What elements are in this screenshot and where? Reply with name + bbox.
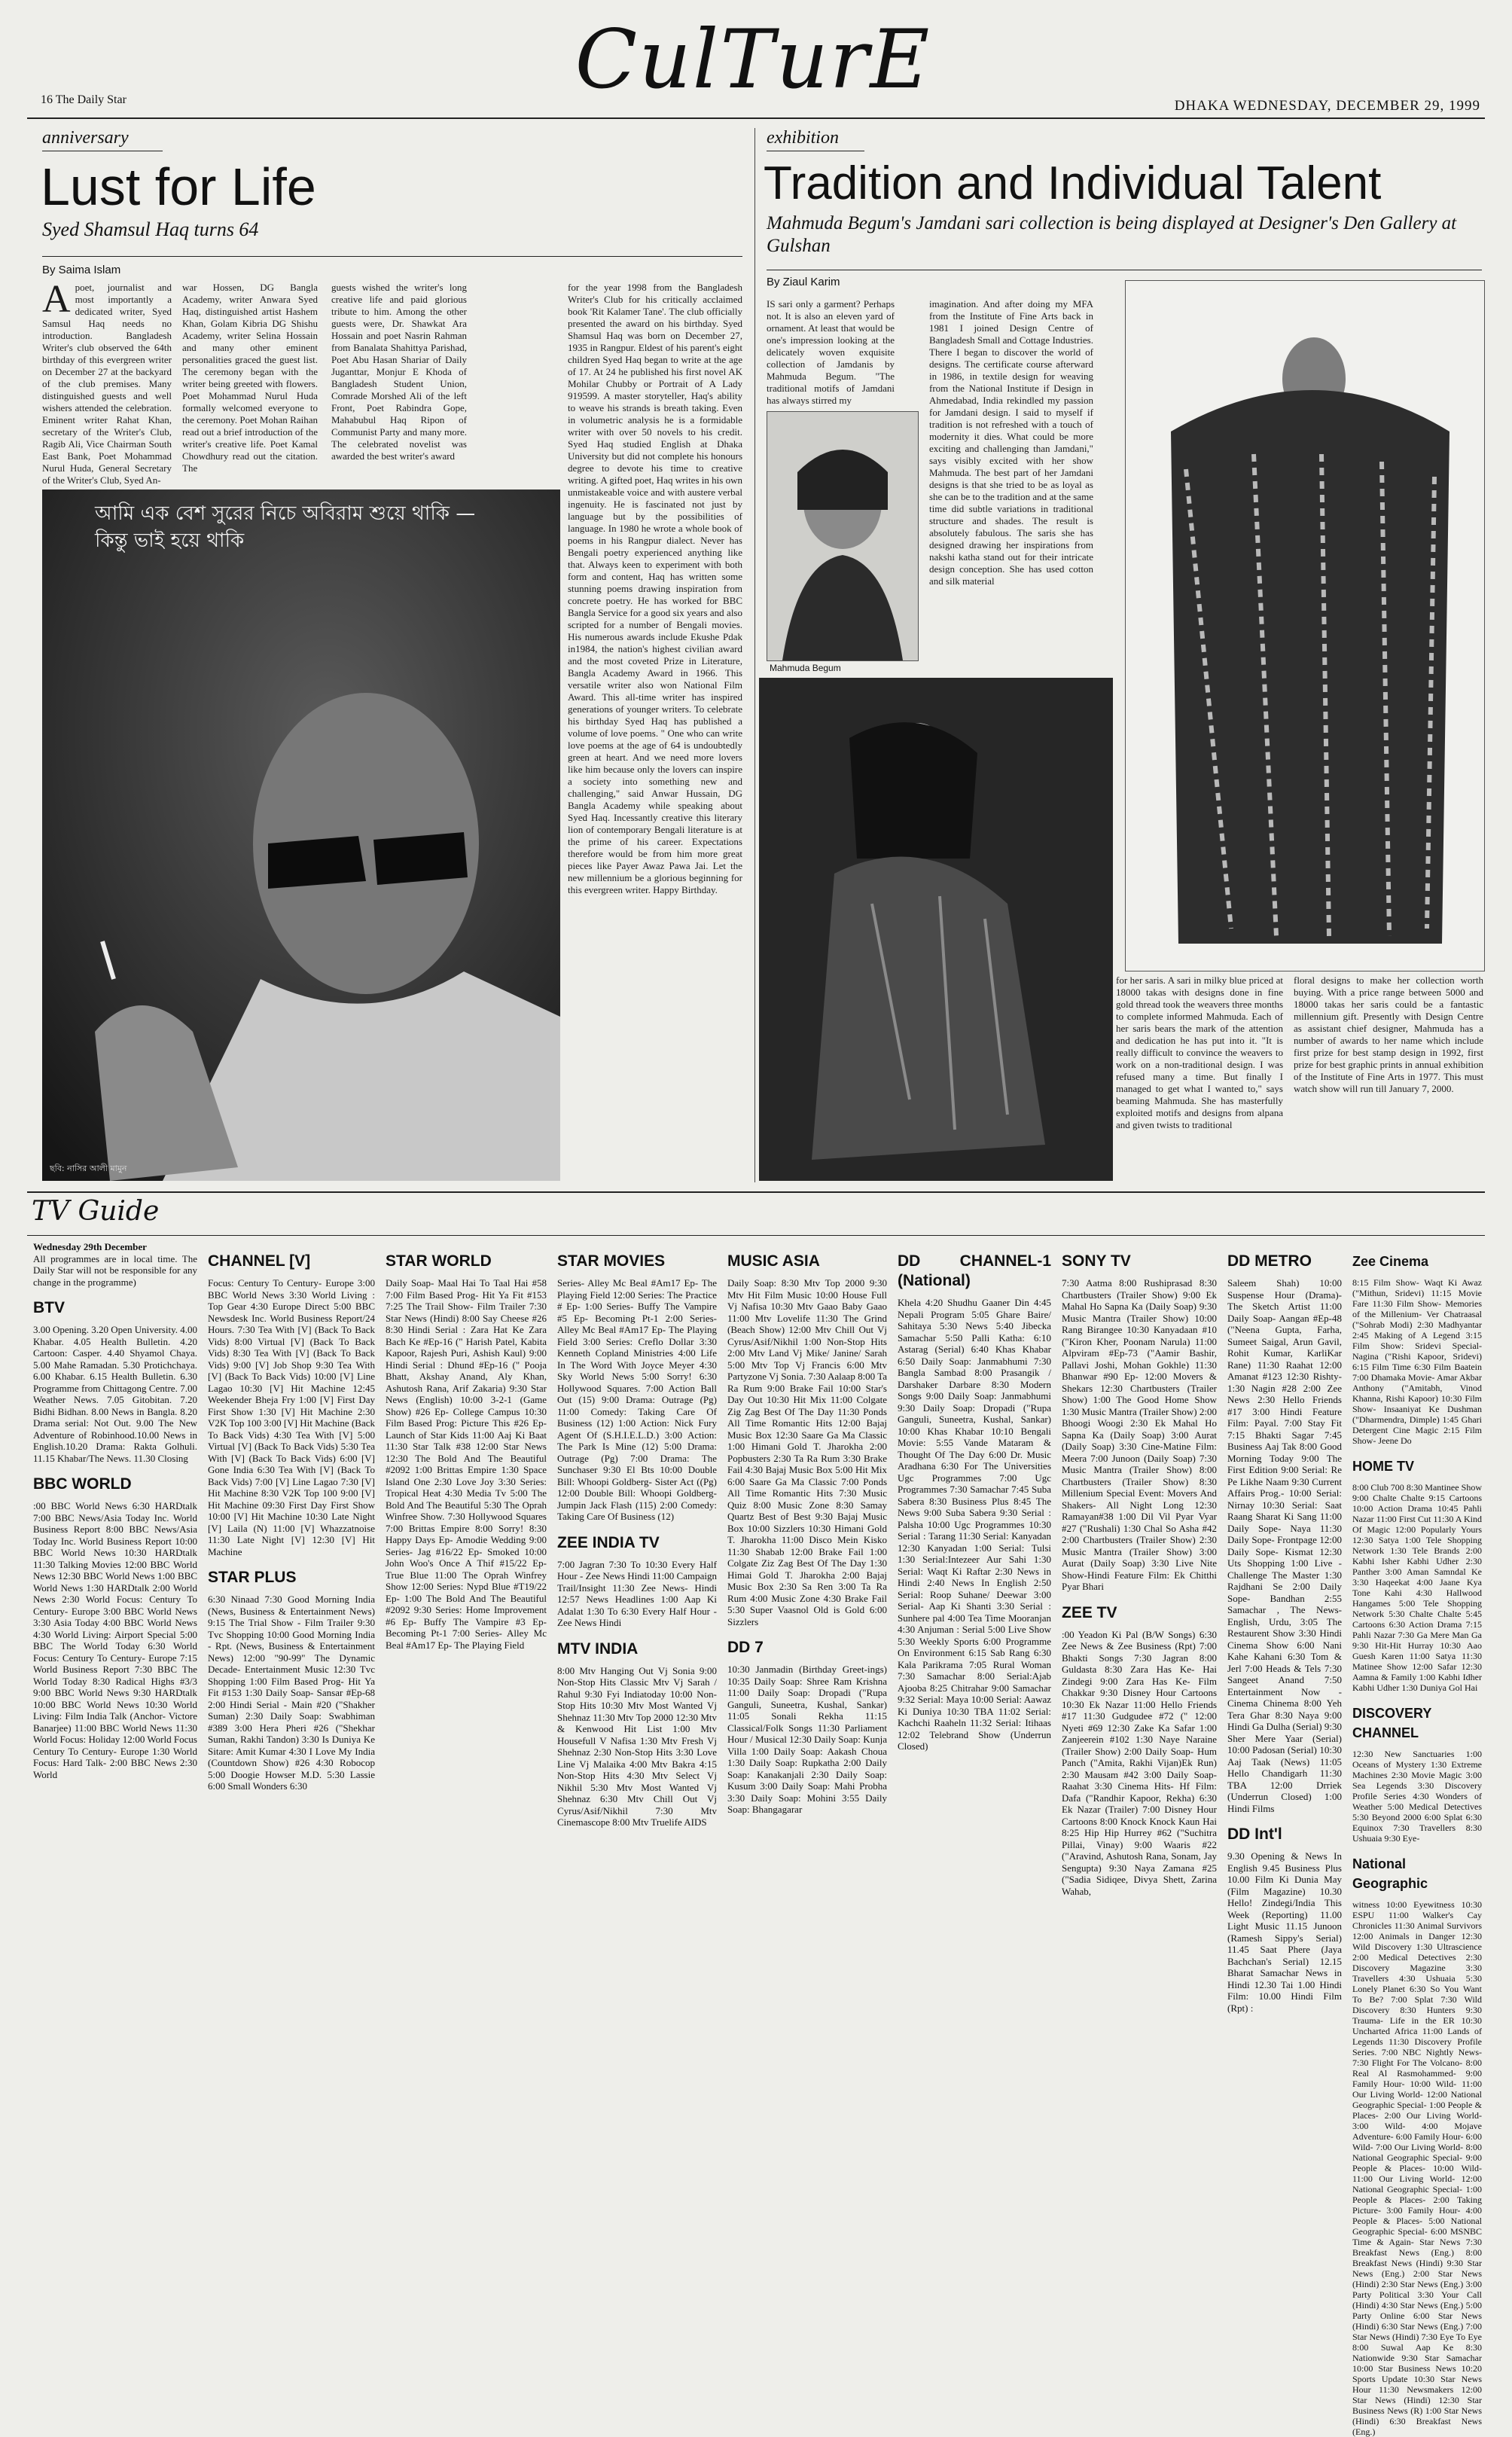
story1-col1-text: poet, journalist and most importantly a dedicated writer, Syed Samsul Haq needs no introduction. Bangladesh Writer's club observed the 64th birthday of this evergreen writer on December 27 at the backyard of the club premises. Many distinguished guests and well wishers attended the celebration. Eminent writer Rahat Khan, secretary of the Writer's Club, Ragib Ali, Vice Chairman South East Bank, Poet Mohammad Nurul Huda, General Secretary of the Writer's Club, Syed An- — [42, 282, 172, 486]
channel-listing-discovery: 12:30 New Sanctuaries 1:00 Oceans of Mystery 1:30 Extreme Machines 2:30 Movie Magic 3:00 Sea Legends 3:30 Discovery Profile Series 4:30 Wonders of Weather 5:00 Medical Detectives 5:30 Beyond 2000 6:00 Splat 6:30 Equinox 7:30 Travellers 8:30 Ushuaia 9:30 Eye- — [1352, 1749, 1482, 1844]
tv-date-heading: Wednesday 29th December — [33, 1241, 147, 1252]
story1-kicker: anniversary — [42, 128, 129, 148]
channel-listing-natgeo: witness 10:00 Eyewitness 10:30 ESPU 11:00 Walker's Cay Chronicles 11:30 Animal Survivors 12:00 Animals in Danger 12:30 Wild Discovery 1:30 Ultrascience 2:00 Medical Detectives 2:30 Discovery Magazine 3:30 Travellers 4:30 Ushuaia 5:30 Lonely Planet 6:30 So You Want To Be? 7:00 Splat 7:30 Wild Discovery 8:30 Hunters 9:30 Trauma- Life in the ER 10:30 Uncharted Africa 11:00 Lands of Legends 11:30 Discovery Profile Series. 7:00 NBC Nightly News- 7:30 Flight For The Volcano- 8:00 Real Al Rasmohammed- 9:00 Family Hour- 10:00 Wild- 11:00 Our Living World- 12:00 National Geographic Special- 1:00 People & Places- 2:00 Our Living World- 3:00 Wild- 4:00 Mojave Adventure- 6:00 Family Hour- 6:00 Wild- 7:00 Our Living World- 8:00 National Geographic Special- 9:00 People & Places- 10:00 Wild- 11:00 Our Living World- 12:00 National Geographic Special- 1:00 People & Places- 2:00 Taking Picture- 3:00 Family Hour- 4:00 People & Places- 5:00 National Geographic Special- 6:00 MSNBC Time & Again- Star News 7:30 Breakfast News (Eng.) 8:00 Breakfast News (Hindi) 9:30 Star News (Eng.) 2:00 Star News (Hindi) 2:30 Star News (Eng.) 3:00 Party Political 3:30 Your Call (Hindi) 4:30 Star News (Eng.) 5:00 Party Online 6:00 Star News (Hindi) 6:30 Star News (Eng.) 7:00 Star News (Hindi) 7:30 Eye To Eye 8:00 Suwal Aap Ke 8:30 Nationwide 9:30 Star Samachar 10:00 Star Business News 10:20 Sports Update 10:30 Star News Hour 11:30 Newsmakers 12:00 Star News (Hindi) 12:30 Star Business News (R) 1:00 Star News (Hindi) 6:30 Breakfast News (Eng.) — [1352, 1899, 1482, 2437]
channel-listing-zee-tv: :00 Yeadon Ki Pal (B/W Songs) 6:30 Zee News & Zee Business (Rpt) 7:00 Bhakti Songs 7:30 Jagran 8:00 Guldasta 8:30 Zara Has Ke- Hai Zindegi 9:00 Zara Has Ke- Film Chakkar 9:30 Disney Hour Cartoons 10:30 Ek Nazar 11:00 Hello Friends #17 11:30 Gudgudee #72 (" 12:00 Nyeti #69 12:30 Zake Ka Safar 1:00 Zanjeerein #102 1:30 Naye Naraine (Trailer Show) 2:00 Daily Soap- Hum Panch ("Amita, Rakhi Vijan)Ek Run) 2:30 Mausam #42 3:00 Daily Soap- Raahat 3:30 Cinema Hits- Hf Film: Dafa ("Randhir Kapoor, Rekha) 6:30 Ek Nazar (Trailer) 7:00 Disney Hour Cartoons 8:00 Knock Knock Kaun Hai 8:25 Hip Hip Hurrey #62 ("Suchitra Pillai, Vinay) 9:00 Waaris #22 ("Aravind, Ashutosh Rana, Sonam, Jay Sengupta) 9:30 Naya Zamana #25 ("Sadia Sidiqee, Divya Shett, Zarina Wahab, — [1062, 1628, 1217, 1897]
tv-column-1 — [33, 1241, 197, 2062]
seated-model-graphic — [759, 678, 1113, 1181]
channel-heading-btv: BTV — [33, 1299, 65, 1316]
caption-mahmuda: Mahmuda Begum — [770, 663, 841, 673]
tv-column-11 — [1352, 1241, 1482, 2437]
channel-heading-mtv-india: MTV INDIA — [557, 1639, 639, 1658]
tv-disclaimer: All programmes are in local time. The Daily Star will not be responsible for any change in the programme) — [33, 1252, 197, 1288]
story2-col4-text: floral designs to make her collection worth buying. With a price range between 5000 and 18000 takas her saris could be a fantastic millennium gift. Presently with Design Centre as assistant chief designer, Mahmuda has a number of awards to her name which include first prize for best stamp design in 1992, first prize for best graphic prints in annual exhibition of the Institute of Fine Arts in 1977. This must watch show will run till January 7, 2000. — [1294, 974, 1483, 1094]
draped-sari-photo — [1125, 280, 1485, 971]
story1-byline: By Saima Islam — [42, 264, 121, 276]
channel-heading-dd-metro: DD METRO — [1227, 1252, 1312, 1270]
section-title: CulTurE — [575, 13, 931, 107]
draped-sari-graphic — [1126, 281, 1484, 971]
tv-column-10 — [1227, 1241, 1342, 2062]
channel-heading-home-tv: HOME TV — [1352, 1459, 1415, 1474]
channel-listing-dd-metro: Saleem Shah) 10:00 Suspense Hour (Drama)- The Sketch Artist 11:00 Daily Soap- Aangan #Ep-48 ("Neena Gupta, Farha, Sumeet Saigal, Arun Gavil, Rohit Kumar, KarliKar Rane) 11:30 Raahat 12:00 Amanat #123 12:30 Rishty- 1:30 Nagin #28 2:00 Zee News 2:30 Hello Friends #17 3:00 Hindi Feature Film: Payal. 7:00 Stay Fit 7:15 Bhakti Sagar 7:45 Business Aaj Tak 8:00 Good Morning Today 9:00 The First Edition 9:00 Serial: Re Pe Likhe Naam 9:30 Current Affairs Prog.- 10:00 Serial: Nirnay 10:30 Serial: Saat Raang Sharat Ki Sang 11:00 Daily Sope- Naya 11:30 Daily Sope- Frontpage 12:00 Daily Sope- Kismat 12:30 Uts Shopping 1:00 Live - Challenge The Master 1:30 Rajdhani Se 2:00 Daily Sope- Bandhan 2:55 Samachar , The News-English, Urdu, 3:05 The Restaurent Show 3:30 Hindi Cinema Show 6:00 Nani Kahe Kahani 6:30 Tom & Jerl 7:00 Heads & Tels 7:30 Sangeet Anand 7:50 Entertainment Now - Cinema Chinema 8:00 Yeh Tera Ghar 8:30 Naya 9:00 Hindi Ga Dulha (Serial) 9:30 Sher Mere Yaar (Serial) 10:00 Padosan (Serial) 10:30 Aaj Taak (News) 11:05 Hello Chandigarh 11:30 TBA 12:00 Drriek (Underrun Closed) 1:00 Hindi Films — [1227, 1277, 1342, 1814]
channel-listing-channel-v: Focus: Century To Century- Europe 3:00 BBC World News 3:30 World Living : Top Gear 4:30 Europe Direct 5:00 BBC Newsdesk Inc. World Business Report/24 Hours. 7:30 Tea With [V] (Back To Back Vids) 8:00 Virtual [V] (Back To Back Vids) 8:30 Tea With [V] (Back To Back Vids) 9:00 [V] Job Shop 9:30 Tea With [V] (Back To Back Vids) 10:00 [V] Line Lagao 10:30 [V] Hit Machine 12:45 Weekender Bheja Fry 1:00 [V] First Day First Show 1:30 [V] Hit Machine 2:30 V2K Top 100 3:00 [V] Hit Machine (Back To Back Vids) 4:30 Tea With [V] 5:00 Virtual [V] (Back To Back Vids) 5:30 Tea With [V] (Back To Back Vids) 6:00 [V] Gone India 6:30 Tea With [V] (Back To Back Vids) 7:00 [V] Line Lagao 7:30 [V] Hit Machine 8:30 V2K Top 100 9:00 [V] Hit Machine 09:30 First Day First Show 10:00 [V] Hit Machine 10:30 Late Night [V] Laila (N) 11:00 [V] Whazzatnoise 11:30 Late Night [V] 12:30 [V] Hit Machine — [208, 1277, 375, 1557]
seated-model-photo — [759, 678, 1113, 1181]
channel-listing-star-movies: Series- Alley Mc Beal #Am17 Ep- The Playing Field 12:00 Series: The Practice # Ep- 1:00 Series- Buffy The Vampire #5 Ep- Becoming Pt-1 2:00 Series- Alley Mc Beal #Am17 Ep- The Playing Field 3:00 Series: Creflo Dollar 3:30 Kenneth Copland Ministries 4:00 Life In The Word With Joyce Meyer 4:30 Sky World News 5:00 Sorry! 6:30 Hollywood Squares. 7:00 Action Ball Out (15) 9:00 Drama: Outrage (Pg) 11:00 Comedy: Taking Care Of Business (12) 1:00 Action: Nick Fury Agent Of (S.H.I.E.L.D.) 3:00 Action: The Park Is Mine (12) 5:00 Drama: Outrage (Pg) 7:00 Drama: The Sunchaser 9:30 El Bts 10:00 Double Bill: Whoopi Goldberg- Sister Act ((Pg) 12:00 Double Bill: Whoopi Goldberg- Jumpin Jack Flash (115) 2:00 Comedy: Taking Care Of Business (12) — [557, 1277, 717, 1522]
dateline: DHAKA WEDNESDAY, DECEMBER 29, 1999 — [1174, 98, 1480, 114]
channel-heading-natgeo: National Geographic — [1352, 1856, 1428, 1891]
story2-col1-text: IS sari only a garment? Perhaps not. It is also an eleven yard of ornament. At least that would be one's impression looking at the delicately woven exquisite collection of Jamdanis by Mahmuda Begum. "The traditional motifs of Jamdani has always stirred my — [767, 298, 895, 406]
channel-listing-btv: 3.00 Opening. 3.20 Open University. 4.00 Khabar. 4.05 Health Bulletin. 4.20 Cartoon: Casper. 4.40 Shyamol Chaya. 5.00 Mahe Ramadan. 5.30 Protichchaya. 6.00 Khabar. 6.15 Health Bulletin. 6.30 Programme from Chittagong Centre. 7.00 Weather News. 7.05 Gitobitan. 7.20 Bidhi Bidhan. 8.00 News in Bangla. 8.20 Drama serial: Not Out. 9.00 The New Adventure of Robinhood.10.00 News in English.10.20 Drama: Rakta Golhuli. 11.15 Khabar/The News. 11.30 Closing — [33, 1324, 197, 1464]
masthead-rule — [27, 117, 1485, 119]
channel-heading-star-world: STAR WORLD — [386, 1252, 492, 1270]
story1-sub-rule — [42, 256, 742, 257]
story-divider — [754, 128, 755, 1182]
tv-column-5 — [727, 1241, 887, 2062]
tv-column-4 — [557, 1241, 717, 2062]
story1-headline: Lust for Life — [41, 157, 316, 216]
channel-listing-star-plus: 6:30 Ninaad 7:30 Good Morning India (News, Business & Entertainment News) 9:15 The Trial Show - Film Trailer 9:30 Tvc Shopping 10:00 Good Morning India - Rpt. (News, Business & Entertainment News) 12:00 "90-99" The Dynamic Decade- Entertainment Music 12:30 Tvc Shopping 1:00 Film Based Prog- Hit Ya Fit #153 1:30 Daily Soap- Sansar #Ep-68 2:00 Hindi Serial - Main #20 ("Shakher Suman) 2:30 Daily Soap: Swabhiman #389 3:00 Hera Pheri #26 ("Shekhar Suman, Rakhi Tandon) 3:30 Is Duniya Ke Sitare: Amit Kumar 4:30 I Love My India (Countdown Show) #26 4:30 Robocop 5:00 Doogie Howser M.D. 5:30 Lassie 6:00 Small Wonders 6:30 — [208, 1594, 375, 1792]
story1-col4-text: for the year 1998 from the Bangladesh Writer's Club for his critically acclaimed book 'Rit Kalamer Tane'. The club officially presented the award on his birthday. Syed Shamsul Haq was born on December 27, 1935 in Rangpur. Eldest of his parent's eight children Syed Haq began to write at the age of 17. At 24 he published his first novel AK Mohilar Chubby or Portrait of A Lady 919599. A master storyteller, Haq's ability to weave his strands is breath taking. Even in volumetric analysis he is a formidable writer with over 50 novels to his credit. Syed Haq studied English at Dhaka University but did not complete his honours degree to devote his time to creative writing. A gifted poet, Haq writes in his own unmistakeable voice and with austere verbal ingenuity. He is fascinated not just by language but by the possibilities of language. In 1980 he wrote a whole book of poems in his Rangpur dialect. Never has Bengali poetry experienced anything like that. Always keen to experiment with both form and content, Haq has written some stunning poems drawing inspiration from concrete poetry. He has worked for BBC Bangla Service for a good six years and also scripted for a number of Bengali movies. His numerous awards include Ekushe Pdak in1984, the nation's highest civilian award and the most coveted Prize in Literature, Bangla Academy Award in 1966. This versatile writer also won National Film Award. This all-time writer has inspired generations of younger writers. To celebrate his birthday Syed Haq has published a volume of love poems. " One who can write love poems at the age of 64 is undoubtedly green at heart. And we need more lovers like him because only the lovers can inspire a society into something new and challenging," said Anwar Hussain, DG Bangla Academy while speaking about Syed Haq. Incessantly creative this literary lion of contemporary Bengali literature is at the prime of his career. Expectations therefore would be from him more great pieces like Payer Awaz Pawa Jai. Let the new millennium be a glorious beginning for this evergreen writer. Happy Birthday. — [568, 282, 742, 895]
story2-headline: Tradition and Individual Talent — [764, 157, 1382, 209]
story2-subhead: Mahmuda Begum's Jamdani sari collection is being displayed at Designer's Den Gallery at Gulshan — [767, 213, 1457, 256]
channel-heading-zee-cinema: Zee Cinema — [1352, 1254, 1429, 1269]
story2-col2-text: imagination. And after doing my MFA from the Institute of Fine Arts back in 1981 I joined Design Centre of Bangladesh Small and Cottage Industries. There I began to discover the world of designs. The certificate course afterward in 1986, in textile design for weaving from the National Institute if Design in Ahmedabad, India rekindled my passion for Jamdani design. I said to myself if tradition is not refreshed with a touch of modernity it dies. What could be more exciting and challenging than Jamdani," says visibly excited with her show Mahmuda. The best part of her Jamdani designs is that she tried to be as loyal as she can be to the tradition and at the same time did subtle variations in traditional structure and shades. The result is absolutely fabulous. The saris she has designed drawing her inspirations from nakshi katha stand out for their intricate design conception. She has used cotton and silk material — [929, 298, 1093, 587]
channel-listing-zee-india: 7:00 Jagran 7:30 To 10:30 Every Half Hour - Zee News Hindi 11:00 Campaign Trail/Insight 11:30 Zee News- Hindi 12:57 News Headlines 1:00 Aap Ki Adalat 1:30 To 6:30 Every Half Hour - Zee News Hindi — [557, 1558, 717, 1628]
story1-col2-text: war Hossen, DG Bangla Academy, writer Anwara Syed Haq, distinguished artist Hashem Khan, Golam Kibria DG Shishu Academy, writer Selina Hossain and many other eminent personalities graced the guest list. The ceremony began with the writer being greeted with flowers. Poet Mohammad Nurul Huda formally welcomed everyone to the ceremony. Poet Mohan Raihan read out a brief introduction of the writer's creative life. Poet Kamal Chowdhury read out the citation. The — [182, 282, 318, 474]
channel-listing-mtv-india: 8:00 Mtv Hanging Out Vj Sonia 9:00 Non-Stop Hits Classic Mtv Vj Sarah / Rahul 9:30 Fyi Indiatoday 10:00 Non-Stop Hits 10:30 Mtv Most Wanted Vj Shehnaz 11:30 Mtv Top 2000 12:30 Mtv & Kenwood Hit List 1:00 Mtv Housefull V Nafisa 1:30 Mtv Fresh Vj Shehnaz 2:30 Non-Stop Hits 3:30 Love Line Vj Malaika 4:00 Mtv Bakra 4:15 Non-Stop Hits 4:30 Mtv Select Vj Nikhil 5:30 Mtv Most Wanted Vj Shehnaz 6:30 Mtv Chill Out Vj Cyrus/Asif/Nikhil 7:30 Mtv Cinemascope 8:00 Mtv Truelife AIDS — [557, 1664, 717, 1828]
photo-credit: ছবি: নাসির আলী মামুন — [50, 1164, 127, 1173]
writer-portrait-graphic — [42, 490, 560, 1181]
channel-heading-star-plus: STAR PLUS — [208, 1569, 297, 1586]
channel-heading-sony: SONY TV — [1062, 1252, 1131, 1270]
channel-listing-dd-intl: 9.30 Opening & News In English 9.45 Business Plus 10.00 Film Ki Dunia May (Film Magazine) 10.30 Hello! Zindegi/India This Week (Reporting) 11.00 Light Music 11.15 Junoon (Ramesh Sippy's Serial) 11.45 Saat Phere (Jaya Bachchan's Serial) 12.15 Bharat Samachar News in Hindi 12.30 Tai 1.00 Hindi Film: 10.00 Hindi Film (Rpt) : — [1227, 1850, 1342, 2014]
channel-listing-sony: 7:30 Aatma 8:00 Rushiprasad 8:30 Chartbusters (Trailer Show) 9:00 Ek Mahal Ho Sapna Ka (Daily Soap) 9:30 Music Mantra (Trailer Show) 10:00 Rang Birangee 10:30 Kanyadaan #10 ("Kiron Kher, Poonam Narula) 11:00 Alpviram #Ep-73 ("Aamir Bashir, Pallavi Joshi, Mohan Gokhle) 11:30 Bhanwar #90 Ep- 12:00 Movers & Shekars 12:30 Chartbusters (Trailer Show) 1:00 The Good Home Show 1:30 Music Mantra (Trailer Show) 2:00 Bhoogi Woogi 2:30 Ek Mahal Ho Sapna Ka (Daily Soap) 3:00 Aurat (Daily Soap) 3:30 Cine-Matine Film: Meera 7:00 Junoon (Daily Soap) 7:30 Music Mantra (Trailer Show) 8:00 Chartbusters (Trailer Show) 8:30 Millenium Special Event: Movers And Shakers- All Night Long 12:30 Ramayan#38 1:00 Dil Vil Pyar Vyar #27 ("Rushali) 1:30 Chal So Asha #42 2:00 Chartbusters (Trailer Show) 2:30 Music Mantra (Trailer Show) 3:00 Aurat (Daily Soap) 3:30 Live Nite Show-Hindi Feature Film: Ek Chitthi Pyar Bhari — [1062, 1277, 1217, 1592]
story1-dropcap: A — [42, 278, 71, 321]
tvguide-title: TV Guide — [32, 1196, 160, 1227]
channel-heading-bbc: BBC WORLD — [33, 1475, 132, 1493]
channel-listing-zee-cinema: 8:15 Film Show- Waqt Ki Awaz ("Mithun, Sridevi) 11:15 Movie Fare 11:30 Film Show- Memories of the Millenium- Ver Chatraasal ("Sohrab Modi) 2:30 Madhyantar 2:45 Making of A Legend 3:15 Film Show: Sridevi Special- Nagina ("Rishi Kapoor, Sridevi) 6:15 Film Time 6:30 Film Baatein 7:00 Dhamaka Movie- Amar Akbar Anthony ("Amitabh, Vinod Khanna, Rishi Kapoor) 10:30 Film Show- Insaaniyat Ke Dushman ("Dharmendra, Dimple) 1:45 Ghari Detergent Cine Magic 2:15 Film Show- Jeene Do — [1352, 1277, 1482, 1446]
story2-kicker: exhibition — [767, 128, 839, 148]
story1-col3 — [331, 282, 467, 486]
channel-heading-music-asia: MUSIC ASIA — [727, 1252, 820, 1270]
story1-col1 — [42, 278, 172, 486]
story2-col1 — [767, 298, 895, 410]
tv-column-2 — [208, 1241, 375, 2062]
channel-heading-zee-india: ZEE INDIA TV — [557, 1533, 660, 1551]
channel-listing-star-world: Daily Soap- Maal Hai To Taal Hai #58 7:00 Film Based Prog- Hit Ya Fit #153 7:25 The Trail Show- Film Trailer 7:30 Star News (Hindi) 8:00 Say Cheese #26 8:30 Hindi Serial : Zara Hat Ke Zara Bach Ke #Ep-16 (" Harish Patel, Kabita Kapoor, Rajesh Puri, Ashish Kaul) 9:00 Hindi Serial : Dhund #Ep-16 (" Pooja Bhatt, Akshay Anand, Aly Khan, Ashutosh Rana, Arif Zakaria) 9:30 Star News (English) 10:00 3-2-1 (Game Show) #26 Ep- College Campus 10:30 Film Based Prog: Picture This #26 Ep- Launch of Star Kids 11:00 Aaj Ki Baat 11:30 Star Talk #38 12:00 Star News 12:30 The Bold And The Beautiful #2092 1:00 Brittas Empire 1:30 Space Island One 2:30 Love Joy 3:30 Series: Tropical Heat 4:30 Media Tv 5:00 The Bold And The Beautiful 5:30 The Oprah Winfree Show. 7:30 Hollywood Squares 7:00 Brittas Empire 8:00 Sorry! 8:30 Happy Days Ep- Amodie Wedding 9:00 Series- Jag #16/22 Ep- Smoked 10:00 John Woo's Once A Thif #15/22 Ep- True Blue 11:00 The Oprah Winfrey Show 12:00 Series: Nypd Blue #T19/22 Ep- 1:00 The Bold And The Beautiful #2092 9:30 Series: Home Improvement #6 Ep- Buffy The Vampire #3 Ep- Becoming Pt-1 7:00 Series- Alley Mc Beal #Am17 Ep- The Playing Field — [386, 1277, 547, 1651]
tv-column-8 — [1062, 1241, 1217, 2062]
story2-col3 — [1116, 974, 1283, 1181]
story1-col3-text: guests wished the writer's long creative life and paid glorious tribute to him. Among the other guests were, Dr. Shawkat Ara Hossain and poet Nasrin Rahman from Banalata Shahittya Parishad, Poet Abu Hasan Shariar of Daily Juganttar, Monjur E Khoda of Bangladesh Student Union, Comrade Morshed Ali of the left Front, Poet Rabindra Gope, Mahabubul Haq Ripon of Communist Party and many more. The celebrated novelist was awarded the best writer's award — [331, 282, 467, 462]
channel-listing-bbc: :00 BBC World News 6:30 HARDtalk 7:00 BBC News/Asia Today Inc. World Business Report 8:00 BBC News/Asia Today Inc. World Business Report 10:00 BBC World News 10:30 HARDtalk 11:30 Talking Movies 12:00 BBC World News 12:30 BBC World News 1:00 BBC World News 1:30 HARDtalk 2:00 World News 2:30 World Focus: Century To Century- Europe 3:00 BBC World News 3:30 Asia Today 4:00 BBC World News 4:30 World Living: Airport Special 5:00 BBC The World Today 6:30 World Focus: Century To Century- Europe 7:15 World Business Report 7:30 BBC The World Today 8:30 Radical Highs #3/3 9:00 BBC World News 9:30 HARDtalk 10:00 BBC World News 10:30 World Living: Film India Talk (Anchor- Victore Banarjee) 11:00 BBC World News 11:30 World Focus: Holiday 12:00 World Focus Century To Century- Europe 1:30 World Focus: Hard Talk- 2:00 BBC News 2:30 World — [33, 1500, 197, 1780]
channel-heading-zee-tv: ZEE TV — [1062, 1603, 1117, 1621]
tv-column-3 — [386, 1241, 547, 2062]
channel-listing-music-asia: Daily Soap: 8:30 Mtv Top 2000 9:30 Mtv Hit Film Music 10:00 House Full Vj Nafisa 10:30 Mtv Gaao Baby Gaao 11:00 Mtv Lovelife 11:30 The Grind (Beach Show) 12:00 Mtv Chill Out Vj Cyrus/Asif/Nikhil 1:00 Non-Stop Hits 2:00 Mtv Land Vj Mike/ Janine/ Sarah 5:00 Mtv Top Vj Francis 6:00 Mtv Partyzone Vj Sonia. 7:30 Aalaap 8:00 Ta Ra Rum 9:00 Brake Fail 10:00 Star's Day Out 10:30 Hit Mix 11:00 Colgate Zig Zag Best Of The Day 11:30 Ponds All Time Romantic Hits 12:00 Bajaj Music Box 12:30 Saare Ga Ma Classic 1:00 Himani Gold T. Jharokha 2:00 Popbusters 2:30 Ta Ra Rum 3:30 Brake Fail 4:30 Bajaj Music Box 5:00 Hit Mix 6:00 Saare Ga Ma Classic 7:00 Ponds All Time Romantic Hits 7:30 Music Quiz 8:00 Music Zone 8:30 Samay Quartz Best of Best 9:30 Bajaj Music Box 10:00 Sizzlers 10:30 Himani Gold T. Jharokha 11:00 Disco Mein Kisko 11:30 Shabab 12:00 Brake Fail 1:00 Colgate Ziz Zag Best Of The Day 1:30 Himai Gold T. Jharokha 2:00 Bajaj Music Box 2:30 Sa Ren 3:00 Ta Ra Rum 4:00 Music Zone 4:30 Brake Fail 5:30 Super Vaasnol Old is Gold 6:00 Sizzlers — [727, 1277, 887, 1627]
story2-byline: By Ziaul Karim — [767, 276, 840, 288]
story2-col4 — [1294, 974, 1483, 1181]
channel-heading-channel-v: CHANNEL [V] — [208, 1252, 311, 1270]
photo-overlay-verse: আমি এক বেশ সুরের নিচে অবিরাম শুয়ে থাকি — কিন্তু ভাই হয়ে থাকি — [95, 502, 476, 552]
story2-col2 — [929, 298, 1093, 672]
designer-portrait-photo — [767, 411, 919, 661]
page-label: 16 The Daily Star — [41, 93, 127, 106]
channel-listing-home-tv: 8:00 Club 700 8:30 Mantinee Show 9:00 Chalte Chalte 9:15 Cartoons 10:00 Action Drama 10:45 Pahli Nazar 11:00 First Cut 11:30 A Kind Of Magic 12:00 Popularly Yours 12:30 Satya 1:00 Tele Shopping Network 1:30 Tele Brands 2:00 Kabhi Isher Kabhi Udher 2:30 Panther 3:00 Aman Samndal Ke 3:30 Haqeekat 4:00 Jaane Kya Tone Kahi 4:30 Hallwood Hangames 5:00 Tele Shopping Network 5:30 Chalte Chalte 5:45 Cartoons 6:30 Action Drama 7:15 Pahli Nazar 7:30 Ga Mere Man Ga 9:30 Hit-Hit Hurray 10:30 Aao Guesh Karen 11:00 Satya 11:30 Matinee Show 12:00 Safar 12:30 Aamna & Family 1:00 Kabhi Idher Kabhi Udher 1:30 Duniya Gol Hai — [1352, 1482, 1482, 1693]
story2-col3-text: for her saris. A sari in milky blue priced at 18000 takas with designs done in fine gold thread took the weavers three months to complete informed Mahmuda. Each of her saris bears the mark of the attention and dedication he has put into it. "It is really difficult to convince the weavers to work on a non-traditional design. I was refused many a time. But finally I managed to get what I wanted to," says beaming Mahmuda. She has masterfully exploited motifs and designs from alpana and given twists to traditional — [1116, 974, 1283, 1130]
channel-heading-dd1: DD CHANNEL-1 (National) — [898, 1252, 1051, 1289]
story1-col4 — [568, 282, 742, 1181]
channel-heading-dd-intl: DD Int'l — [1227, 1825, 1282, 1843]
channel-listing-dd7: 10:30 Janmadin (Birthday Greet-ings) 10:35 Daily Soap: Shree Ram Krishna 11:00 Daily Soap: Dropadi ("Rupa Ganguli, Suneetra, Kushal, Sankar) 11:05 Sonali Rekha 11:15 Classical/Folk Songs 11:30 Parliament Hour / Musical 12:30 Daily Soap: Kunja Villa 1:00 Daily Soap: Aakash Choua 1:30 Daily Soap: Rupkatha 2:00 Daily Soap: Kanakanjali 2:30 Daily Soap: Kusum 3:00 Daily Soap: Mahi Probha 3:30 Daily Soap: Mohini 3:55 Daily Soap: Bhangagarar — [727, 1664, 887, 1815]
channel-heading-star-movies: STAR MOVIES — [557, 1252, 666, 1270]
tvguide-top-rule — [27, 1191, 1485, 1193]
writer-portrait-photo — [42, 490, 560, 1181]
tvguide-under-rule — [27, 1235, 1485, 1236]
channel-heading-dd7: DD 7 — [727, 1639, 764, 1656]
story1-subhead: Syed Shamsul Haq turns 64 — [42, 218, 259, 240]
channel-heading-discovery: DISCOVERY CHANNEL — [1352, 1706, 1432, 1740]
tv-column-dd1 — [898, 1241, 1051, 2062]
channel-listing-dd1: Khela 4:20 Shudhu Gaaner Din 4:45 Nepali Program 5:05 Ghare Baire/ Sahitaya 5:30 News 5:40 Jibecka Samachar 5:50 Palli Katha: 6:10 Astarag (Serial) 6:40 Khas Khabar 6:50 Daily Soap: Janmabhumi 7:30 Bangla Sambad 8:00 Prasangik / Darshaker Darbare 8:30 Modern Songs 9:00 Daily Soap: Janmabhumi 9:30 Daily Soap: Dropadi ("Rupa Ganguli, Suneetra, Kushal, Sankar) 10:00 Khas Khabar 10:10 Bengali Movie: 5:55 Vande Mataram & Thought Of The Day 6:00 Dr. Music Aradhana 6:30 For The Universities Ugc Programmes 7:00 Ugc Programmes 7:30 Samachar 7:45 Suba Sabera 8:30 Business Plus 8:45 The News 9:00 Suba Sabera 9:30 Serial : Palsha 10:00 Ugc Programmes 10:30 Serial : Tarang 11:30 Serial: Kanyadan 12:30 Kanyadan 1:00 Serial: Tulsi 1:30 Serial:Intezeer Aur Sahi 1:30 Serial: Waqt Ki Raftar 2:30 News in Hindi 2:40 News In English 2:50 Serial: Roop Suhane/ Deewar 3:00 Serial- Aap Ki Shanti 3:30 Serial : Sunhere pal 4:00 Tea Time Mooranjan 4:30 Anjuman : Serial 5:00 Live Show 5:30 Weekly Sports 6:00 Programme On Environment 6:15 Sab Rang 6:30 Kala Parikrama 7:05 Rural Woman 7:30 Samachar 8:00 Serial:Ajab Ajooba 8:25 Chitrahar 9:00 Samachar 9:32 Serial: Maya 10:00 Serial: Aawaz Ki Duniya 10:30 TBA 11:02 Serial: Kachchi Raaheln 11:32 Serial: Itihaas 12:02 Telebrand Show (Underrun Closed) — [898, 1297, 1051, 1752]
story1-col2 — [182, 282, 318, 486]
designer-portrait-graphic — [767, 412, 918, 660]
